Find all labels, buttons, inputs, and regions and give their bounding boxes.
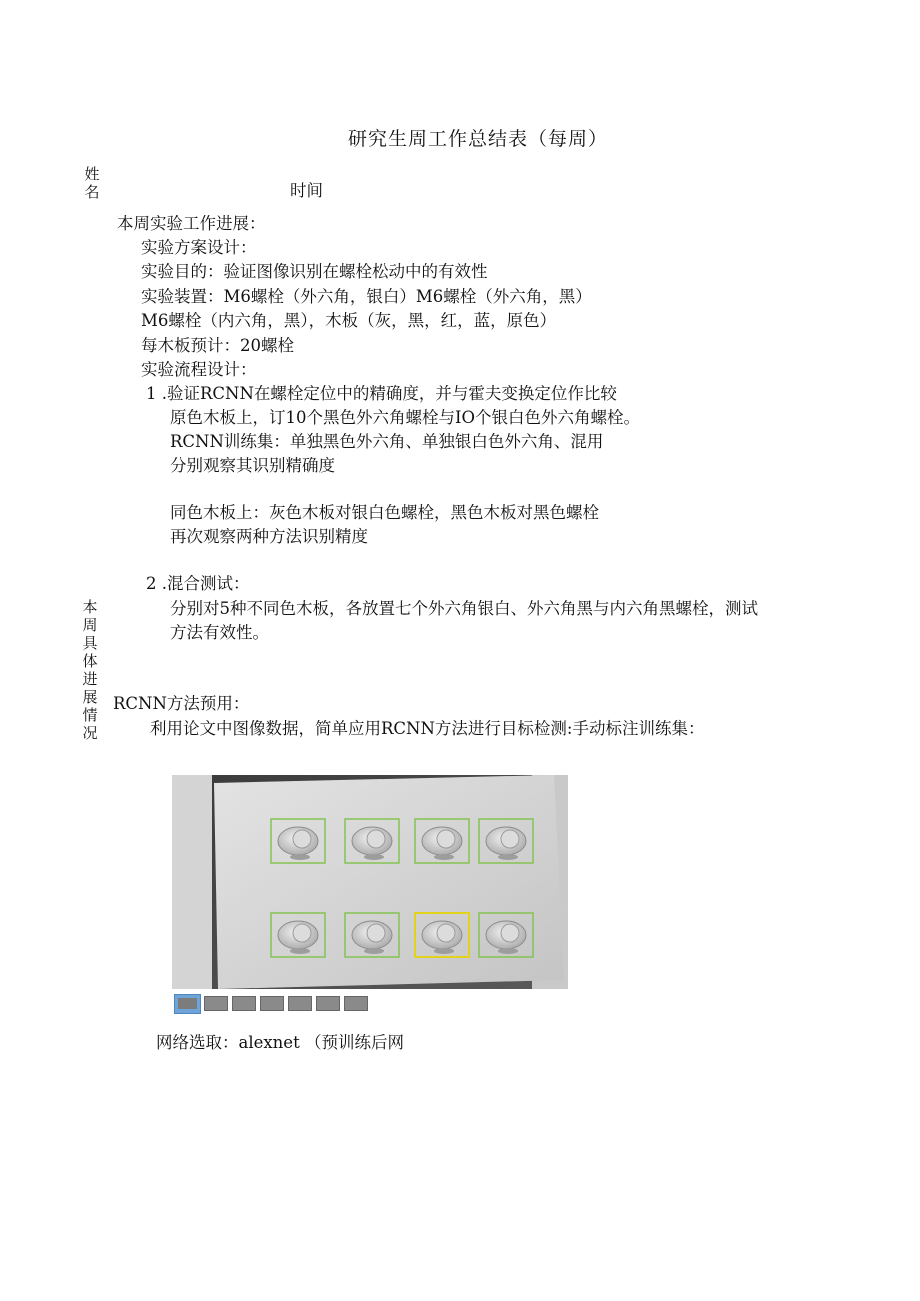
section-label-char: 情 <box>82 706 98 724</box>
thumbnail-strip <box>172 994 382 1014</box>
progress-heading: 本周实验工作进展： <box>117 214 266 233</box>
step-1-line: 再次观察两种方法识别精度 <box>170 527 368 546</box>
step-1: 1 .验证RCNN在螺栓定位中的精确度，并与霍夫变换定位作比较 <box>146 384 617 403</box>
per-board-line: 每木板预计：20螺栓 <box>141 336 294 355</box>
section-label-char: 体 <box>82 652 98 670</box>
thumbnail[interactable] <box>316 996 340 1011</box>
section-label-char: 周 <box>82 616 98 634</box>
section-label-char: 况 <box>82 724 98 742</box>
plan-design: 实验方案设计： <box>141 238 257 257</box>
page-title: 研究生周工作总结表（每周） <box>348 128 609 150</box>
section-label-char: 本 <box>82 598 98 616</box>
apparatus-line-2: M6螺栓（内六角，黑），木板（灰，黑，红，蓝，原色） <box>141 311 557 330</box>
bolt-board-photo <box>172 775 568 989</box>
step-1-line: RCNN训练集：单独黑色外六角、单独银白色外六角、混用 <box>170 432 604 451</box>
name-label-char: 姓 <box>84 165 100 183</box>
purpose-line: 实验目的：验证图像识别在螺栓松动中的有效性 <box>141 262 488 281</box>
name-label <box>83 165 101 201</box>
section-label <box>81 598 99 742</box>
thumbnail[interactable] <box>204 996 228 1011</box>
rcnn-description: 利用论文中图像数据，简单应用RCNN方法进行目标检测:手动标注训练集： <box>150 719 705 738</box>
name-label-char: 名 <box>84 183 100 201</box>
section-label-char: 具 <box>82 634 98 652</box>
rcnn-heading: RCNN方法预用： <box>113 694 250 713</box>
thumbnail[interactable] <box>344 996 368 1011</box>
step-2-line: 分别对5种不同色木板，各放置七个外六角银白、外六角黑与内六角黑螺栓，测试 <box>170 599 758 618</box>
section-label-char: 展 <box>82 688 98 706</box>
bolt-board-image <box>172 775 568 989</box>
selected-thumbnail[interactable] <box>174 994 201 1014</box>
section-label-char: 进 <box>82 670 98 688</box>
thumbnail[interactable] <box>260 996 284 1011</box>
thumbnail[interactable] <box>232 996 256 1011</box>
thumbnail[interactable] <box>288 996 312 1011</box>
step-1-line: 原色木板上，订10个黑色外六角螺栓与IO个银白色外六角螺栓。 <box>170 408 641 427</box>
step-1-line: 分别观察其识别精确度 <box>170 456 335 475</box>
time-label: 时间 <box>290 181 323 200</box>
flow-design: 实验流程设计： <box>141 360 257 379</box>
step-2: 2 .混合测试： <box>146 574 250 593</box>
step-1-line: 同色木板上：灰色木板对银白色螺栓，黑色木板对黑色螺栓 <box>170 503 599 522</box>
network-line: 网络选取：alexnet （预训练后网 <box>156 1033 404 1052</box>
step-2-line: 方法有效性。 <box>170 623 269 642</box>
apparatus-line: 实验装置：M6螺栓（外六角，银白）M6螺栓（外六角，黑） <box>141 287 592 306</box>
